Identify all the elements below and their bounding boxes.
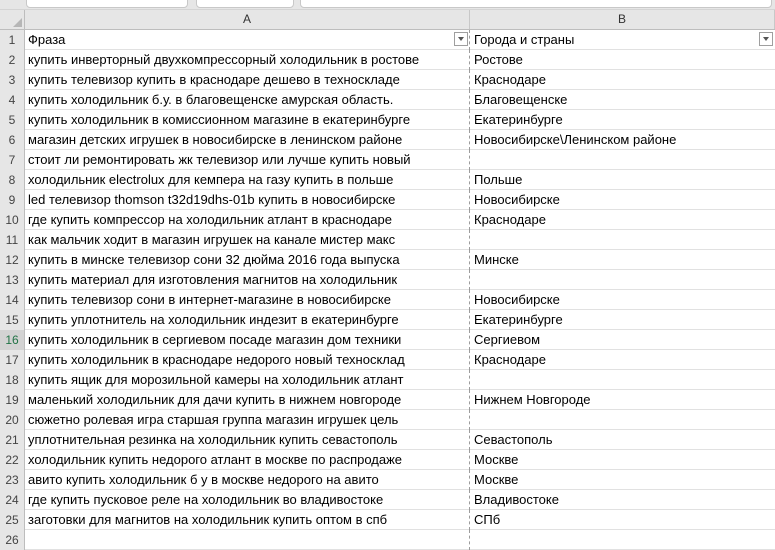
table-row — [0, 170, 775, 190]
table-row — [0, 470, 775, 490]
table-row — [0, 50, 775, 70]
cell-cities[interactable] — [470, 410, 775, 430]
row-number[interactable]: 2 — [0, 50, 25, 70]
table-row — [0, 430, 775, 450]
cell-phrase[interactable]: холодильник electrolux для кемпера на газу купить в польше — [25, 170, 470, 190]
column-header-b[interactable]: B — [470, 10, 775, 29]
cell-phrase[interactable]: купить холодильник в комиссионном магазине в екатеринбурге — [25, 110, 470, 130]
cell-cities[interactable] — [470, 230, 775, 250]
cell-cities[interactable]: Нижнем Новгороде — [474, 392, 591, 407]
table-row — [0, 450, 775, 470]
table-row — [0, 330, 775, 350]
cell-phrase[interactable]: как мальчик ходит в магазин игрушек на канале мистер макс — [25, 230, 470, 250]
table-row — [0, 150, 775, 170]
row-number[interactable]: 11 — [0, 230, 25, 250]
row-number[interactable]: 9 — [0, 190, 25, 210]
table-row — [0, 530, 775, 550]
formula-bar-strip — [0, 0, 775, 10]
column-header-row — [0, 10, 775, 30]
cell-phrase[interactable]: уплотнительная резинка на холодильник купить севастополь — [25, 430, 470, 450]
select-all-corner[interactable] — [0, 10, 25, 29]
cell-cities[interactable]: Благовещенске — [474, 92, 568, 107]
cell-phrase[interactable]: где купить пусковое реле на холодильник во владивостоке — [25, 490, 470, 510]
formula-controls[interactable] — [196, 0, 294, 8]
cell-phrase[interactable]: стоит ли ремонтировать жк телевизор или лучше купить новый — [25, 150, 470, 170]
worksheet-grid — [0, 30, 775, 550]
row-number[interactable]: 14 — [0, 290, 25, 310]
cell-cities[interactable]: Новосибирске — [474, 292, 560, 307]
cell-cities[interactable]: Новосибирске\Ленинском районе — [474, 132, 677, 147]
cell-cities[interactable]: Новосибирске — [474, 192, 560, 207]
cell-cities[interactable]: Ростове — [474, 52, 523, 67]
row-number[interactable]: 21 — [0, 430, 25, 450]
cell-phrase[interactable]: купить инверторный двухкомпрессорный холодильник в ростове — [25, 50, 470, 70]
row-number[interactable]: 22 — [0, 450, 25, 470]
cell-cities[interactable] — [470, 370, 775, 390]
row-number[interactable]: 5 — [0, 110, 25, 130]
cell-phrase[interactable]: заготовки для магнитов на холодильник купить оптом в спб — [25, 510, 470, 530]
cell-cities[interactable]: Екатеринбурге — [474, 112, 563, 127]
cell-phrase[interactable]: купить уплотнитель на холодильник индезит в екатеринбурге — [25, 310, 470, 330]
header-cell-phrase[interactable]: Фраза — [25, 30, 470, 50]
row-number[interactable]: 18 — [0, 370, 25, 390]
row-number[interactable]: 4 — [0, 90, 25, 110]
cell-cities[interactable]: Краснодаре — [474, 212, 546, 227]
row-number[interactable]: 3 — [0, 70, 25, 90]
row-number[interactable]: 23 — [0, 470, 25, 490]
table-row — [0, 190, 775, 210]
cell-cities[interactable]: Севастополь — [474, 432, 553, 447]
cell-phrase[interactable] — [25, 530, 470, 550]
table-row — [0, 130, 775, 150]
table-row — [0, 310, 775, 330]
table-row — [0, 250, 775, 270]
cell-phrase[interactable]: купить холодильник в сергиевом посаде магазин дом техники — [25, 330, 470, 350]
cell-cities[interactable]: Польше — [474, 172, 523, 187]
cell-cities[interactable]: Москве — [474, 452, 519, 467]
formula-input[interactable] — [300, 0, 772, 8]
cell-cities[interactable] — [470, 270, 775, 290]
row-number[interactable]: 12 — [0, 250, 25, 270]
row-number[interactable]: 1 — [0, 30, 25, 50]
cell-cities[interactable]: Сергиевом — [474, 332, 541, 347]
cell-phrase[interactable]: купить телевизор сони в интернет-магазине в новосибирске — [25, 290, 470, 310]
table-row — [0, 230, 775, 250]
table-row — [0, 110, 775, 130]
cell-cities[interactable]: Минске — [474, 252, 519, 267]
column-header-a[interactable]: A — [25, 10, 470, 29]
filter-dropdown-icon[interactable] — [759, 32, 773, 46]
filter-dropdown-icon[interactable] — [454, 32, 468, 46]
row-number[interactable]: 6 — [0, 130, 25, 150]
row-number[interactable]: 15 — [0, 310, 25, 330]
row-number[interactable]: 17 — [0, 350, 25, 370]
cell-phrase[interactable]: авито купить холодильник б у в москве недорого на авито — [25, 470, 470, 490]
cell-phrase[interactable]: купить холодильник б.у. в благовещенске амурская область. — [25, 90, 470, 110]
row-number[interactable]: 16 — [0, 330, 25, 350]
cell-phrase[interactable]: купить материал для изготовления магнитов на холодильник — [25, 270, 470, 290]
cell-phrase[interactable]: led телевизор thomson t32d19dhs-01b купить в новосибирске — [25, 190, 470, 210]
cell-phrase[interactable]: где купить компрессор на холодильник атлант в краснодаре — [25, 210, 470, 230]
row-number[interactable]: 13 — [0, 270, 25, 290]
header-cell-cities[interactable]: Города и страны — [474, 32, 575, 47]
header-row-1 — [0, 30, 775, 50]
table-row — [0, 270, 775, 290]
cell-phrase[interactable]: купить в минске телевизор сони 32 дюйма 2016 года выпуска — [25, 250, 470, 270]
cell-cities[interactable] — [470, 530, 775, 550]
table-row — [0, 90, 775, 110]
table-row — [0, 390, 775, 410]
cell-cities[interactable]: СПб — [474, 512, 501, 527]
cell-phrase[interactable]: купить телевизор купить в краснодаре дешево в техноскладе — [25, 70, 470, 90]
row-number[interactable]: 7 — [0, 150, 25, 170]
row-number[interactable]: 19 — [0, 390, 25, 410]
name-box[interactable] — [26, 0, 188, 8]
table-row — [0, 70, 775, 90]
cell-phrase[interactable]: маленький холодильник для дачи купить в нижнем новгороде — [25, 390, 470, 410]
row-number[interactable]: 20 — [0, 410, 25, 430]
cell-cities[interactable]: Москве — [474, 472, 519, 487]
cell-cities[interactable]: Екатеринбурге — [474, 312, 563, 327]
table-row — [0, 490, 775, 510]
cell-phrase[interactable]: холодильник купить недорого атлант в москве по распродаже — [25, 450, 470, 470]
cell-cities[interactable]: Краснодаре — [474, 352, 546, 367]
table-row — [0, 210, 775, 230]
row-number[interactable]: 8 — [0, 170, 25, 190]
table-row — [0, 370, 775, 390]
cell-phrase[interactable]: купить ящик для морозильной камеры на холодильник атлант — [25, 370, 470, 390]
cell-cities[interactable] — [470, 150, 775, 170]
row-number[interactable]: 24 — [0, 490, 25, 510]
row-number[interactable]: 26 — [0, 530, 25, 550]
cell-cities[interactable]: Владивостоке — [474, 492, 559, 507]
cell-phrase[interactable]: сюжетно ролевая игра старшая группа магазин игрушек цель — [25, 410, 470, 430]
table-row — [0, 510, 775, 530]
table-row — [0, 290, 775, 310]
table-row — [0, 410, 775, 430]
row-number[interactable]: 10 — [0, 210, 25, 230]
row-number[interactable]: 25 — [0, 510, 25, 530]
cell-cities[interactable]: Краснодаре — [474, 72, 546, 87]
cell-phrase[interactable]: купить холодильник в краснодаре недорого новый техносклад — [25, 350, 470, 370]
table-row — [0, 350, 775, 370]
cell-phrase[interactable]: магазин детских игрушек в новосибирске в ленинском районе — [25, 130, 470, 150]
